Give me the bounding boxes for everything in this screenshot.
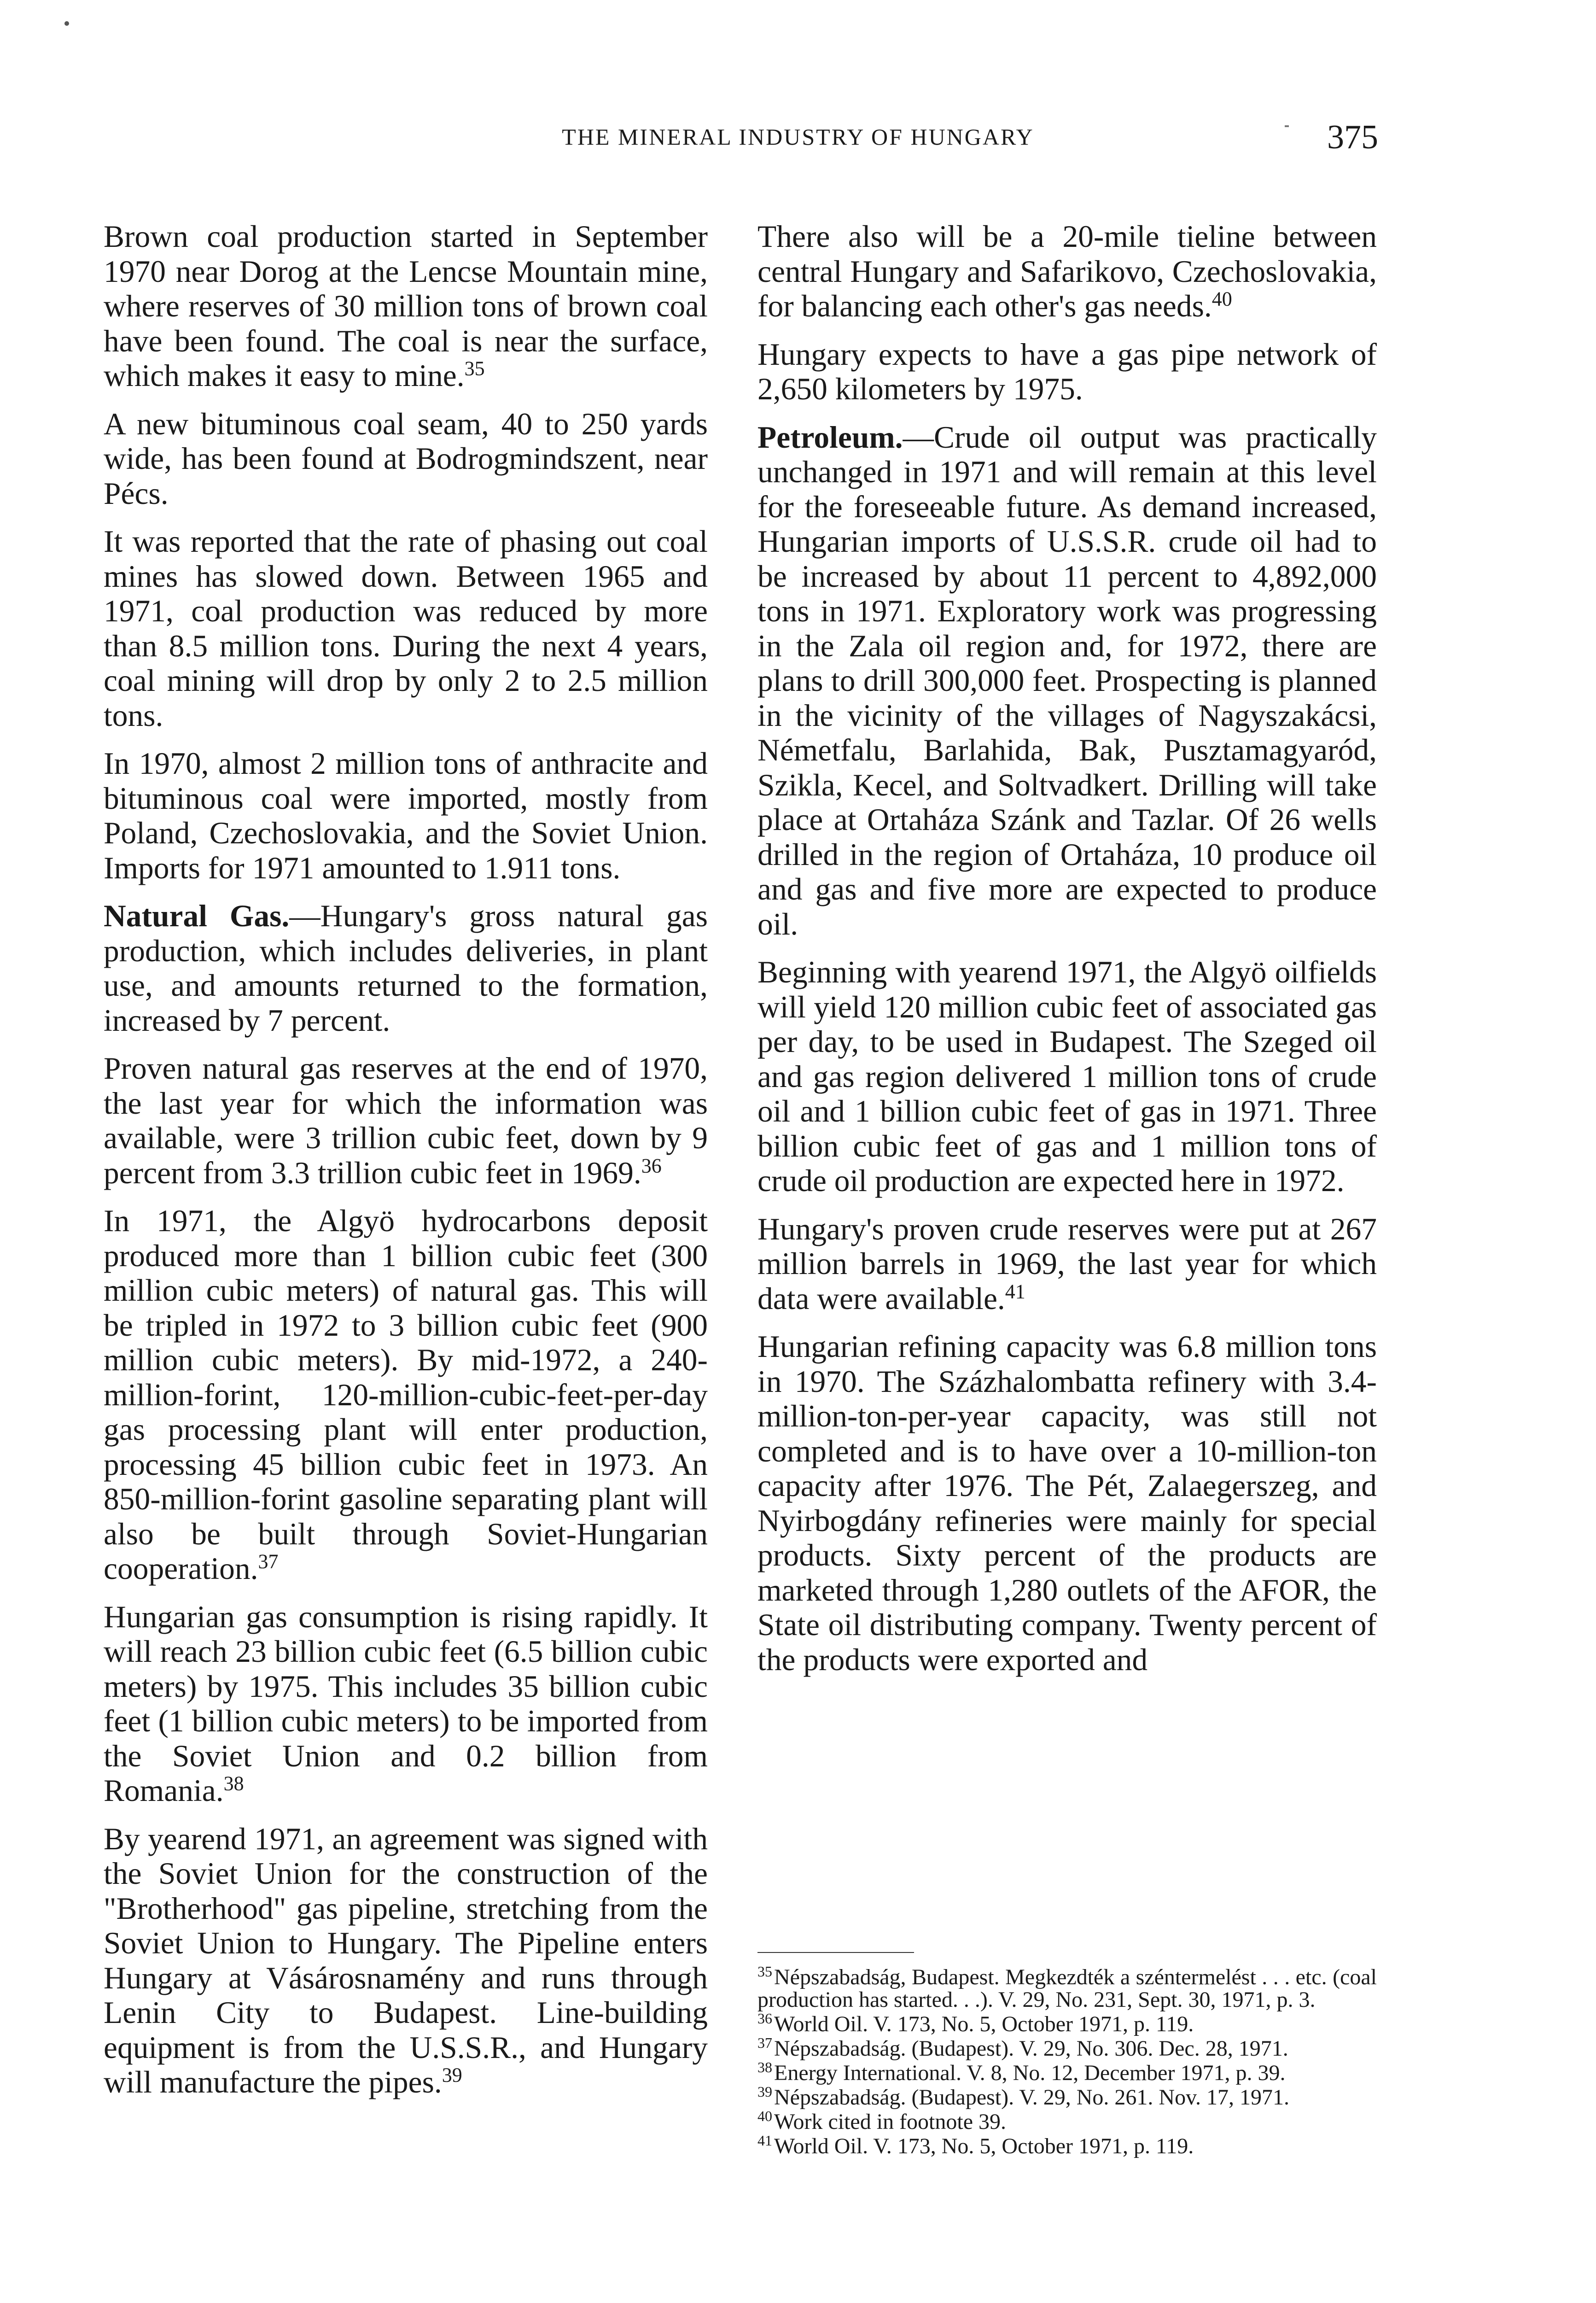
paragraph bbox=[104, 746, 708, 885]
paragraph-text: Brown coal production started in September 1970 near Dorog at the Lencse Mountain mine, where reserves of 30 million tons of brown coal have been found. The coal is near the surface, which makes it easy to mine. bbox=[104, 219, 708, 393]
footnote-number: 41 bbox=[757, 2132, 772, 2149]
footnote-text: World Oil. V. 173, No. 5, October 1971, p. 119. bbox=[774, 2134, 1194, 2158]
scan-speck bbox=[64, 21, 69, 26]
footnote-number: 36 bbox=[757, 2010, 772, 2027]
footnote bbox=[757, 2083, 1377, 2110]
paragraph bbox=[104, 1822, 708, 2100]
footnote-reference: 37 bbox=[258, 1550, 279, 1573]
footnote-number: 39 bbox=[757, 2083, 772, 2100]
paragraph bbox=[757, 1329, 1377, 1677]
footnote-reference: 38 bbox=[223, 1772, 244, 1795]
footnote-rule bbox=[757, 1952, 914, 1953]
footnote-text: Népszabadság. (Budapest). V. 29, No. 261. Nov. 17, 1971. bbox=[774, 2085, 1289, 2110]
paragraph-text: —Hungary's gross natural gas production, which includes deliveries, in plant use, and amounts returned to the formation, increased by 7 percent. bbox=[104, 899, 708, 1038]
footnote bbox=[757, 2132, 1377, 2158]
page-title: THE MINERAL INDUSTRY OF HUNGARY bbox=[562, 124, 1034, 150]
paragraph bbox=[104, 1204, 708, 1586]
running-header bbox=[0, 118, 1596, 160]
paragraph bbox=[104, 524, 708, 733]
paragraph bbox=[104, 219, 708, 393]
footnote bbox=[757, 2059, 1377, 2085]
paragraph bbox=[104, 1051, 708, 1190]
footnote-text: Népszabadság. (Budapest). V. 29, No. 306. Dec. 28, 1971. bbox=[774, 2036, 1288, 2061]
footnote-text: Work cited in footnote 39. bbox=[774, 2110, 1007, 2134]
paragraph bbox=[104, 407, 708, 511]
footnote-reference: 41 bbox=[1005, 1280, 1025, 1303]
footnote-number: 35 bbox=[757, 1963, 772, 1980]
left-column bbox=[104, 219, 708, 2113]
paragraph bbox=[757, 219, 1377, 324]
paragraph bbox=[757, 955, 1377, 1198]
paragraph bbox=[757, 1212, 1377, 1316]
paragraph-text: Hungarian refining capacity was 6.8 million tons in 1970. The Százhalombatta refinery with 3.4-million-ton-per-year capacity, was still not completed and is to have over a 10-million-ton capacity after 1976. The Pét, Zalaegerszeg, and Nyirbogdány refineries were mainly for special products. Sixty percent of the products are marketed through 1,280 outlets of the AFOR, the State oil distributing company. Twenty percent of the products were exported and bbox=[757, 1329, 1377, 1677]
paragraph-text: —Crude oil output was practically unchanged in 1971 and will remain at this level for the foreseeable future. As demand increased, Hungarian imports of U.S.S.R. crude oil had to be increased by about 11 percent to 4,892,000 tons in 1971. Exploratory work was progressing in the Zala oil region and, for 1972, there are plans to drill 300,000 feet. Prospecting is planned in the vicinity of the villages of Nagyszakácsi, Németfalu, Barlahida, Bak, Pusztamagyaród, Szikla, Kecel, and Soltvadkert. Drilling will take place at Ortaháza Szánk and Tazlar. Of 26 wells drilled in the region of Ortaháza, 10 produce oil and gas and five more are expected to produce oil. bbox=[757, 420, 1377, 941]
footnote-number: 40 bbox=[757, 2108, 772, 2124]
footnote-list bbox=[757, 1963, 1377, 2158]
section-heading: Petroleum. bbox=[757, 420, 903, 455]
footnote-text: Energy International. V. 8, No. 12, December 1971, p. 39. bbox=[774, 2061, 1286, 2085]
footnote-reference: 35 bbox=[464, 357, 485, 380]
paragraph bbox=[104, 899, 708, 1038]
footnotes bbox=[757, 1952, 1377, 2159]
footnote-text: Népszabadság, Budapest. Megkezdték a széntermelést . . . etc. (coal production has started. . .). V. 29, No. 231, Sept. 30, 1971, p. 3. bbox=[757, 1965, 1377, 2012]
page-number: 375 bbox=[1327, 118, 1378, 156]
paragraph-text: Beginning with yearend 1971, the Algyö oilfields will yield 120 million cubic feet of associated gas per day, to be used in Budapest. The Szeged oil and gas region delivered 1 million tons of crude oil and 1 billion cubic feet of gas in 1971. Three billion cubic feet of gas and 1 million tons of crude oil production are expected here in 1972. bbox=[757, 955, 1377, 1198]
footnote-number: 38 bbox=[757, 2059, 772, 2075]
footnote-reference: 39 bbox=[442, 2063, 462, 2087]
footnote bbox=[757, 2110, 1377, 2133]
footnote bbox=[757, 2010, 1377, 2036]
footnote-reference: 40 bbox=[1212, 287, 1232, 310]
paragraph-text: Proven natural gas reserves at the end of 1970, the last year for which the information was available, were 3 trillion cubic feet, down by 9 percent from 3.3 trillion cubic feet in 1969. bbox=[104, 1051, 708, 1190]
paragraph-text: In 1971, the Algyö hydrocarbons deposit produced more than 1 billion cubic feet (300 million cubic meters) of natural gas. This will be tripled in 1972 to 3 billion cubic feet (900 million cubic meters). By mid-1972, a 240-million-forint, 120-million-cubic-feet-per-day gas processing plant will enter production, processing 45 billion cubic feet in 1973. An 850-million-forint gasoline separating plant will also be built through Soviet-Hungarian cooperation. bbox=[104, 1204, 708, 1586]
paragraph bbox=[757, 420, 1377, 942]
footnote bbox=[757, 2034, 1377, 2061]
section-heading: Natural Gas. bbox=[104, 899, 290, 933]
right-column bbox=[757, 219, 1377, 1690]
paragraph-text: There also will be a 20-mile tieline between central Hungary and Safarikovo, Czechoslovakia, for balancing each other's gas needs. bbox=[757, 219, 1377, 323]
footnote bbox=[757, 1963, 1377, 2012]
paragraph-text: By yearend 1971, an agreement was signed with the Soviet Union for the construction of the "Brotherhood" gas pipeline, stretching from the Soviet Union to Hungary. The Pipeline enters Hungary at Vásárosnamény and runs through Lenin City to Budapest. Line-building equipment is from the U.S.S.R., and Hungary will manufacture the pipes. bbox=[104, 1821, 708, 2099]
paragraph-text: Hungary expects to have a gas pipe network of 2,650 kilometers by 1975. bbox=[757, 337, 1377, 406]
paragraph-text: Hungarian gas consumption is rising rapidly. It will reach 23 billion cubic feet (6.5 billion cubic meters) by 1975. This includes 35 billion cubic feet (1 billion cubic meters) to be imported from the Soviet Union and 0.2 billion from Romania. bbox=[104, 1599, 708, 1808]
footnote-number: 37 bbox=[757, 2034, 772, 2051]
paragraph bbox=[104, 1600, 708, 1808]
paragraph-text: Hungary's proven crude reserves were put at 267 million barrels in 1969, the last year for which data were available. bbox=[757, 1211, 1377, 1316]
footnote-text: World Oil. V. 173, No. 5, October 1971, p. 119. bbox=[774, 2012, 1194, 2036]
paragraph-text: A new bituminous coal seam, 40 to 250 yards wide, has been found at Bodrogmindszent, near Pécs. bbox=[104, 406, 708, 511]
paragraph-text: In 1970, almost 2 million tons of anthracite and bituminous coal were imported, mostly from Poland, Czechoslovakia, and the Soviet Union. Imports for 1971 amounted to 1.911 tons. bbox=[104, 746, 708, 885]
paragraph bbox=[757, 337, 1377, 407]
footnote-reference: 36 bbox=[641, 1154, 662, 1177]
paragraph-text: It was reported that the rate of phasing out coal mines has slowed down. Between 1965 and 1971, coal production was reduced by more than 8.5 million tons. During the next 4 years, coal mining will drop by only 2 to 2.5 million tons. bbox=[104, 524, 708, 733]
